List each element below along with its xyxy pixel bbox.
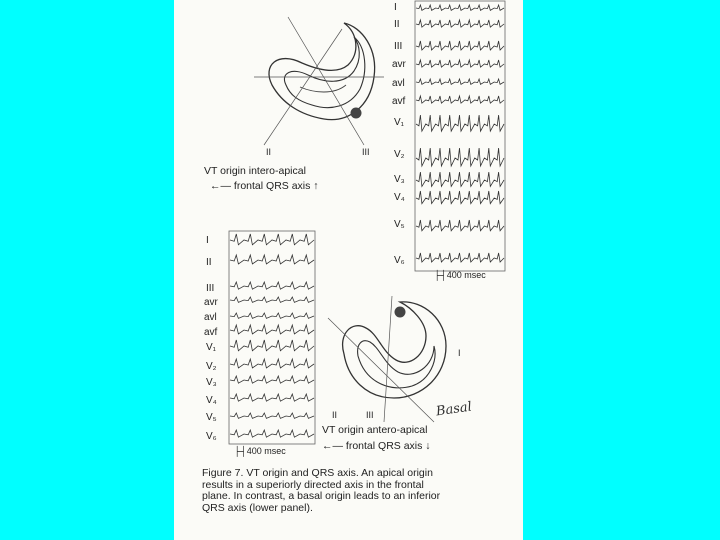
top-lead-label: avl xyxy=(392,78,405,89)
top-scale-label: 400 msec xyxy=(446,270,486,280)
ecg-trace xyxy=(230,313,314,318)
bottom-lead-label: V₄ xyxy=(206,395,217,406)
left-arrow-icon: ←— xyxy=(210,180,234,192)
bottom-lead-label: I xyxy=(206,235,209,246)
top-caption-line1: VT origin intero-apical xyxy=(204,165,306,177)
top-lead-label: V₅ xyxy=(394,219,405,230)
top-lead-label: V₂ xyxy=(394,149,405,160)
top-heart-label-3: III xyxy=(362,147,370,155)
bottom-heart-label-2: II xyxy=(332,410,338,420)
bottom-lead-label: avf xyxy=(204,327,218,338)
top-scale xyxy=(434,270,486,280)
ecg-trace xyxy=(230,255,314,264)
ecg-trace xyxy=(230,376,314,383)
ecg-trace xyxy=(230,413,314,418)
left-arrow-icon: ←— xyxy=(322,440,346,452)
bottom-lead-label: II xyxy=(206,257,212,268)
ecg-trace xyxy=(416,41,504,50)
ecg-trace xyxy=(416,5,504,10)
bottom-lead-label: avl xyxy=(204,312,217,323)
top-heart-label-2: II xyxy=(266,147,272,155)
scale-bar-icon: ├┤ xyxy=(434,270,447,280)
top-lead-label: II xyxy=(394,19,400,30)
ecg-trace xyxy=(230,297,314,302)
bottom-scale xyxy=(234,446,286,456)
ecg-trace xyxy=(230,234,314,245)
top-lead-label: III xyxy=(394,41,403,52)
scale-bar-icon: ├┤ xyxy=(234,446,247,456)
bottom-caption-mark: ↓ xyxy=(425,440,431,452)
figure-caption-line: results in a superiorly directed axis in the frontal xyxy=(202,478,424,491)
ecg-trace xyxy=(416,79,504,84)
figure-caption xyxy=(202,468,502,514)
bottom-lead-label: III xyxy=(206,283,215,294)
bottom-heart-label-3: III xyxy=(366,410,374,420)
bottom-lead-label: V₆ xyxy=(206,431,217,442)
ecg-trace xyxy=(230,359,314,368)
bottom-lead-label: V₂ xyxy=(206,361,217,372)
bottom-lead-label: V₅ xyxy=(206,412,217,423)
ecg-trace xyxy=(416,191,504,204)
bottom-lead-label: avr xyxy=(204,297,218,308)
bottom-scale-label: 400 msec xyxy=(246,446,286,456)
top-caption-line2 xyxy=(210,180,319,192)
ecg-trace xyxy=(416,20,504,27)
ecg-trace xyxy=(416,115,504,131)
figure-caption-line: QRS axis (lower panel). xyxy=(202,501,313,514)
top-caption-mark: ↑ xyxy=(313,180,319,192)
bottom-lead-label: V₁ xyxy=(206,342,217,353)
bottom-caption-line1: VT origin antero-apical xyxy=(322,424,428,436)
top-lead-label: V₄ xyxy=(394,192,405,203)
bottom-caption-axis: frontal QRS axis xyxy=(345,440,423,452)
bottom-lead-label: V₃ xyxy=(206,377,217,388)
bottom-ecg-strips xyxy=(228,230,316,445)
top-lead-label: V₃ xyxy=(394,174,405,185)
ecg-frame xyxy=(415,1,505,271)
ecg-trace xyxy=(230,394,314,401)
ecg-trace xyxy=(416,172,504,186)
figure-caption-line: plane. In contrast, a basal origin leads to an inferior xyxy=(202,490,441,502)
ecg-trace xyxy=(230,282,314,289)
top-lead-label: V₁ xyxy=(394,117,405,128)
ecg-trace xyxy=(416,148,504,166)
top-heart-diagram xyxy=(244,5,394,155)
top-lead-label: V₆ xyxy=(394,255,405,266)
ecg-trace xyxy=(230,325,314,334)
handwritten-note: Basal xyxy=(435,399,473,420)
ecg-trace xyxy=(416,220,504,231)
ecg-trace xyxy=(230,430,314,437)
bottom-caption-line2 xyxy=(322,440,431,452)
bottom-heart-label-1: I xyxy=(458,348,461,358)
top-ecg-strips xyxy=(414,0,506,272)
ecg-frame xyxy=(229,231,315,444)
top-lead-label: avr xyxy=(392,59,406,70)
ecg-trace xyxy=(416,60,504,67)
figure-caption-line: Figure 7. VT origin and QRS axis. An apical origin xyxy=(202,467,433,479)
ecg-trace xyxy=(230,340,314,351)
top-lead-label: I xyxy=(394,2,397,13)
ecg-trace xyxy=(416,96,504,103)
document-page xyxy=(174,0,523,540)
top-lead-label: avf xyxy=(392,96,406,107)
top-caption-axis: frontal QRS axis xyxy=(233,180,311,192)
ecg-trace xyxy=(416,253,504,262)
